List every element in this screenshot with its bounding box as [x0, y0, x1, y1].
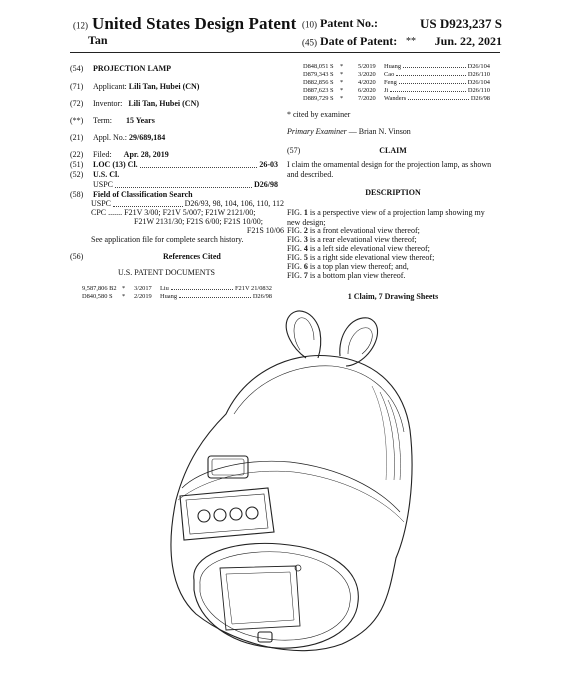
application-number: 29/689,184 — [129, 133, 166, 142]
reference-row: D848,051 S * 5/2019 Huang D26/104 — [303, 63, 490, 70]
us-class: D26/98 — [254, 180, 278, 189]
lamp-body — [171, 355, 412, 650]
date-stars: ** — [406, 36, 416, 47]
reference-row: D840,580 S * 2/2019 Huang D26/98 — [82, 293, 272, 300]
field-57: (57) — [287, 146, 301, 155]
cited-by-examiner: * cited by examiner — [287, 110, 351, 119]
patent-type-title: United States Design Patent — [92, 14, 297, 33]
claim-title: CLAIM — [379, 146, 407, 155]
inventor: Lili Tan, Hubei (CN) — [128, 99, 200, 108]
patent-number: US D923,237 S — [420, 16, 502, 31]
fig-2-description: FIG. 2 is a front elevational view thereof; — [287, 226, 420, 235]
panel-button-2 — [214, 509, 226, 521]
references-cited-title: References Cited — [163, 252, 221, 261]
patent-page: (12) United States Design Patent Tan (10) Patent No.: US D923,237 S (45) Date of Patent: ** Jun. 22, 2021 (54) PROJECTION LAMP (71) Applicant: Lili Tan, Hubei (CN) (72) Inventor: Lili Tan, Hubei (CN) (**) Term: 15 Years (21) Appl. No.: 29/689,184 (22) Filed: Apr. 28, 2019 (51) LOC (13) Cl. 26-03 (52) U.S. Cl. USPC D26/98 (58) Field of Classification Search USPC D26/93, 98, 104, 106, 110, 112 CPC ....... F21V 3/00; F21V 5/007; F21W 2121/00; F21W 2131/30; F21S 6/00; F21S 10/00; F21S 10/06 See application file for complete search history. (56) References Cited U.S. PATENT DOCUMENTS 9,587,806 B2 * 3/2017 Liu F21V 21/0832 D840,580 S * 2/2019 Huang D26/98 D848,051 S * 5/2019 Huang D26/104 D879,343 S * 3/2020 Cao D26/110 D882,856 S * 4/2020 Feng D26/104 D887,623 S * 6/2020 Ji D26/110 D889,729 S * 7/2020 Wanders D26/98 * cited by examiner Primary Examiner — Brian N. Vinson (57) CLAIM I claim the ornamental design for the projection lamp, as shown and described. DESCRIPTION FIG. 1 is a perspective view of a projection lamp showing my new design; FIG. 2 is a front elevational view thereof; FIG. 3 is a rear elevational view thereof; FIG. 4 is a left side elevational view thereof; FIG. 5 is a right side elevational view thereof; FIG. 6 is a top plan view thereof; and, FIG. 7 is a bottom plan view thereof. 1 Claim, 7 Drawing Sheets — [0, 0, 568, 674]
patent-no-code: (10) — [302, 19, 317, 30]
base-face — [194, 543, 359, 648]
claims-sheets-summary: 1 Claim, 7 Drawing Sheets — [347, 292, 439, 301]
date-code: (45) — [302, 37, 317, 48]
panel-button-4 — [246, 507, 258, 519]
fig-6-description: FIG. 6 is a top plan view thereof; and, — [287, 262, 409, 271]
reference-row: D887,623 S * 6/2020 Ji D26/110 — [303, 87, 490, 94]
button-panel — [180, 488, 274, 540]
reference-row: D879,343 S * 3/2020 Cao D26/110 — [303, 71, 490, 78]
reference-row: 9,587,806 B2 * 3/2017 Liu F21V 21/0832 — [82, 285, 272, 292]
reference-row: D882,856 S * 4/2020 Feng D26/104 — [303, 79, 490, 86]
primary-examiner: Primary Examiner — Brian N. Vinson — [287, 127, 411, 136]
fig-7-description: FIG. 7 is a bottom plan view thereof. — [287, 271, 406, 280]
fig-3-description: FIG. 3 is a rear elevational view thereof; — [287, 235, 417, 244]
type-code: (12) — [73, 20, 88, 31]
us-patent-docs-title: U.S. PATENT DOCUMENTS — [118, 268, 215, 277]
reference-row: D889,729 S * 7/2020 Wanders D26/98 — [303, 95, 490, 102]
claim-text: I claim the ornamental design for the projection lamp, as shown and described. — [287, 160, 492, 179]
term: 15 Years — [126, 116, 155, 125]
description-title: DESCRIPTION — [365, 188, 421, 197]
panel-button-3 — [230, 508, 242, 520]
loc-class: 26-03 — [259, 160, 278, 169]
applicant: Lili Tan, Hubei (CN) — [128, 82, 200, 91]
inventor-surname: Tan — [88, 33, 108, 47]
panel-button-1 — [198, 510, 210, 522]
base-tab — [258, 632, 272, 642]
fig-1-description: FIG. 1 is a perspective view of a projection lamp showing my new design; — [287, 208, 485, 227]
date-label: Date of Patent: — [320, 34, 398, 48]
filed-date: Apr. 28, 2019 — [123, 150, 169, 159]
fig-4-description: FIG. 4 is a left side elevational view thereof; — [287, 244, 430, 253]
patent-date: Jun. 22, 2021 — [434, 34, 502, 48]
patent-no-label: Patent No.: — [320, 16, 378, 30]
invention-title: PROJECTION LAMP — [93, 64, 171, 73]
fig-5-description: FIG. 5 is a right side elevational view thereof; — [287, 253, 435, 262]
